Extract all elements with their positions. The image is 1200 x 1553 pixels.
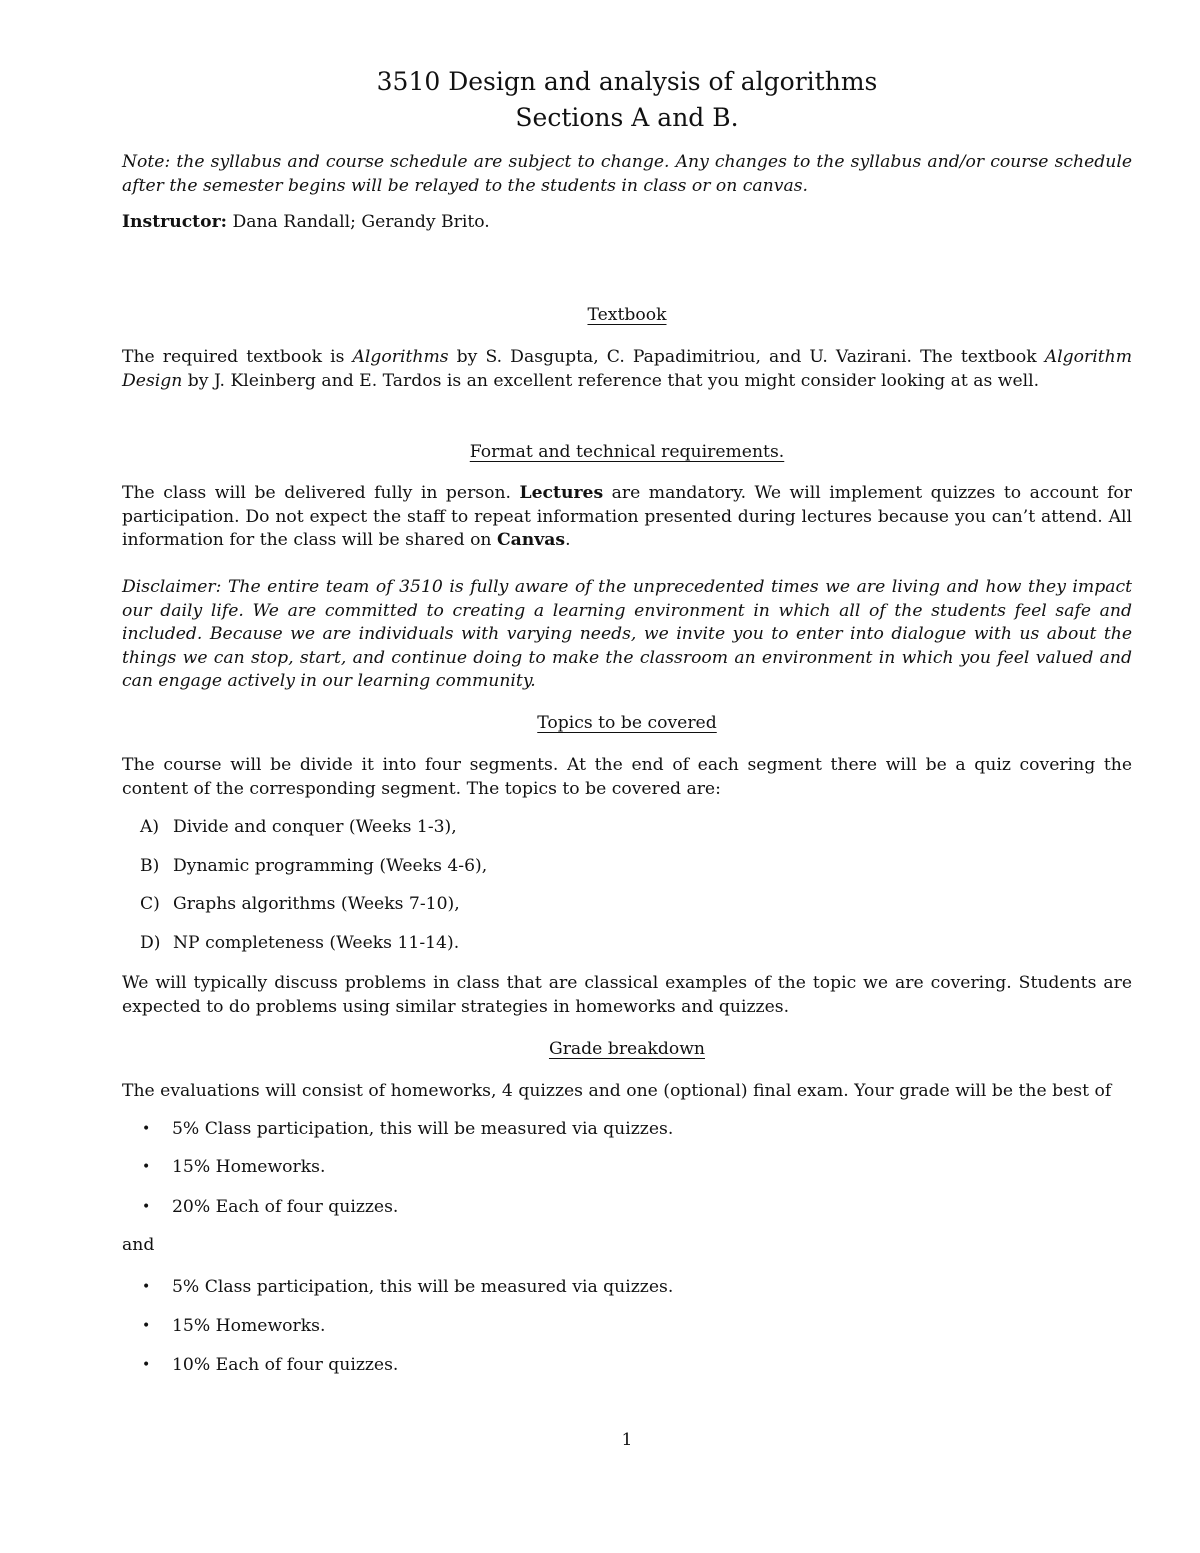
document-page <box>122 0 1132 1553</box>
disclaimer-paragraph: Disclaimer: The entire team of 3510 is fully aware of the unprecedented times we are living and how they impact our daily life. We are committed to creating a learning environment in which all of the students feel safe and included. Because we are individuals with varying needs, we invite you to enter into dialogue with us about the things we can stop, start, and continue doing to make the classroom an environment in which you feel valued and can engage actively in our learning community. <box>122 577 1132 691</box>
bullet-icon: • <box>142 1357 151 1373</box>
page-number: 1 <box>621 1430 633 1451</box>
grade-item-text: 15% Homeworks. <box>172 1316 326 1336</box>
grade-item-text: 10% Each of four quizzes. <box>172 1355 399 1375</box>
topics-heading: Topics to be covered <box>537 713 717 733</box>
schedule-note: Note: the syllabus and course schedule are subject to change. Any changes to the syllabus and/or course schedule after the semester begins will be relayed to the students in class or on canvas. <box>122 152 1132 196</box>
bullet-icon: • <box>142 1159 151 1175</box>
book-title-algorithms: Algorithms <box>352 347 449 367</box>
textbook-paragraph: The required textbook is Algorithms by S. Dasgupta, C. Papadimitriou, and U. Vazirani. The textbook Algorithm Design by J. Kleinberg and E. Tardos is an excellent reference that you might consider looking at as well. <box>122 347 1133 391</box>
bullet-icon: • <box>142 1318 151 1334</box>
topic-text: Dynamic programming (Weeks 4-6), <box>173 856 488 876</box>
course-sections: Sections A and B. <box>515 103 739 132</box>
bullet-icon: • <box>142 1121 151 1137</box>
course-title: 3510 Design and analysis of algorithms <box>376 67 878 96</box>
topic-label: A) <box>140 817 160 837</box>
format-heading: Format and technical requirements. <box>469 442 785 462</box>
topic-label: B) <box>140 856 160 876</box>
grades-intro: The evaluations will consist of homeworks, 4 quizzes and one (optional) final exam. Your grade will be the best of <box>122 1081 1112 1101</box>
grades-heading: Grade breakdown <box>548 1039 705 1059</box>
topic-text: Graphs algorithms (Weeks 7-10), <box>173 894 460 914</box>
topic-text: Divide and conquer (Weeks 1-3), <box>173 817 457 837</box>
title-block <box>122 64 1132 136</box>
topic-label: C) <box>140 894 160 914</box>
grade-item-text: 20% Each of four quizzes. <box>172 1197 399 1217</box>
bullet-icon: • <box>142 1199 151 1215</box>
canvas-emphasis: Canvas <box>496 530 566 550</box>
instructor-line <box>122 211 1132 235</box>
grade-item-text: 5% Class participation, this will be measured via quizzes. <box>172 1277 674 1297</box>
grades-connector: and <box>122 1235 155 1255</box>
topic-label: D) <box>140 933 161 953</box>
format-paragraph: The class will be delivered fully in person. Lectures are mandatory. We will implement quizzes to account for participation. Do not expect the staff to repeat information presented during lectures because you can’t attend. All information for the class will be shared on Canvas. <box>122 483 1133 550</box>
textbook-heading: Textbook <box>587 305 667 325</box>
instructor-names: Dana Randall; Gerandy Brito. <box>226 212 490 232</box>
lectures-emphasis: Lectures <box>519 483 604 503</box>
grade-item-text: 5% Class participation, this will be measured via quizzes. <box>172 1119 674 1139</box>
topic-text: NP completeness (Weeks 11-14). <box>173 933 460 953</box>
bullet-icon: • <box>142 1279 151 1295</box>
book-title-algorithm-design: Algorithm Design <box>122 347 1133 391</box>
topics-intro: The course will be divide it into four segments. At the end of each segment there will be a quiz covering the content of the corresponding segment. The topics to be covered are: <box>122 755 1132 799</box>
grade-item-text: 15% Homeworks. <box>172 1157 326 1177</box>
topics-outro: We will typically discuss problems in class that are classical examples of the topic we are covering. Students are expected to do problems using similar strategies in homeworks and quizzes. <box>122 973 1132 1017</box>
instructor-label: Instructor: <box>122 212 227 232</box>
